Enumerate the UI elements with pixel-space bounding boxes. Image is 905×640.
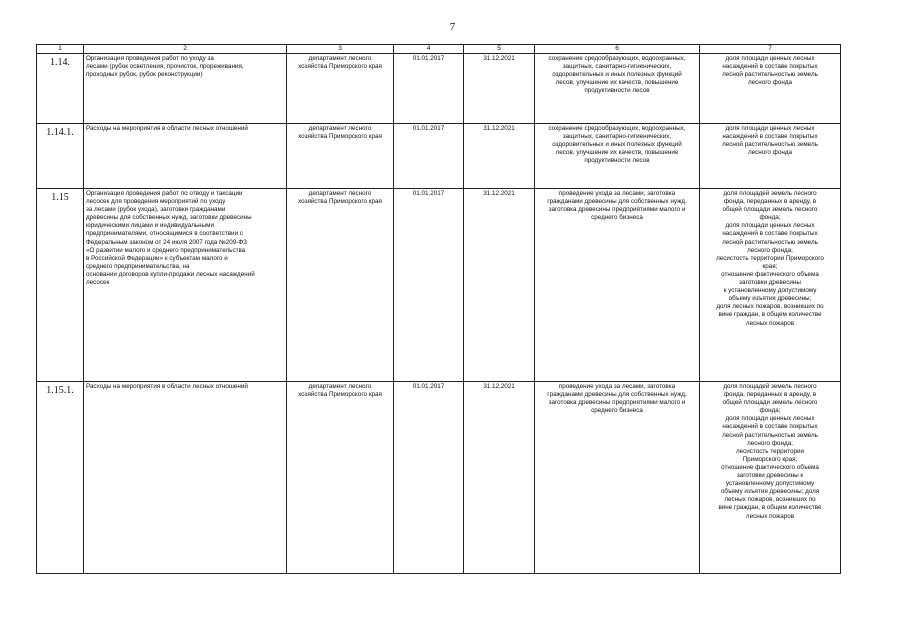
expected-result: проведение ухода за лесами, заготовка гражданами древесины для собственных нужд, заготовка древесины предприятиями малого и среднего бизнеса: [535, 382, 700, 574]
activity-name: Расходы на мероприятия в области лесных отношений: [84, 124, 287, 189]
table-row: [37, 382, 841, 574]
end-date: 31.12.2021: [464, 189, 535, 382]
row-number: 1.15.1.: [37, 382, 84, 574]
page-number: 7: [449, 21, 456, 33]
row-number: 1.14.1.: [37, 124, 84, 189]
column-header: 1: [37, 45, 84, 54]
activities-table: [36, 44, 841, 574]
end-date: 31.12.2021: [464, 382, 535, 574]
expected-result: сохранение средообразующих, водоохранных, защитных, санитарно-гигиенических, оздоровительных и иных полезных функций лесов, улучшение их качеств, повышение продуктивности лесов: [535, 124, 700, 189]
start-date: 01.01.2017: [394, 54, 464, 124]
activity-name: Расходы на мероприятия в области лесных отношений: [84, 382, 287, 574]
indicator: доля площадей земель лесного фонда, переданных в аренду, в общей площади земель лесного фонда; доля площади ценных лесных насаждений в составе покрытых лесной растительностью земель лесного фонда; лесистость территории Приморского края; отношение фактического объема заготовки древесины к установленному допустимому объему изъятия древесины; доля лесных пожаров, возникших по вине граждан, в общем количестве лесных пожаров: [700, 382, 841, 574]
table-row: [37, 54, 841, 124]
row-number: 1.14.: [37, 54, 84, 124]
expected-result: сохранение средообразующих, водоохранных, защитных, санитарно-гигиенических, оздоровительных и иных полезных функций лесов, улучшение их качеств, повышение продуктивности лесов: [535, 54, 700, 124]
indicator: доля площади ценных лесных насаждений в составе покрытых лесной растительностью земель лесного фонда: [700, 124, 841, 189]
column-header: 7: [700, 45, 841, 54]
table-row: [37, 189, 841, 382]
end-date: 31.12.2021: [464, 54, 535, 124]
column-number-row: [37, 45, 841, 54]
executor: департамент лесного хозяйства Приморского края: [287, 189, 394, 382]
activity-name: Организация проведения работ по отводу и таксации лесосек для проведения мероприятий по уходу за лесами (рубок ухода), заготовки гражданами древесины для собственных нужд, заготовки древесины юридическими лицами и индивидуальными предпринимателями, относящимися в соответствии с Федеральным законом от 24 июля 2007 года №209-ФЗ «О развитии малого и среднего предпринимательства в Российской Федерации» к субъектам малого и среднего предпринимательства, на основании договоров купли-продажи лесных насаждений лесосек: [84, 189, 287, 382]
column-header: 5: [464, 45, 535, 54]
end-date: 31.12.2021: [464, 124, 535, 189]
row-number: 1.15: [37, 189, 84, 382]
start-date: 01.01.2017: [394, 124, 464, 189]
start-date: 01.01.2017: [394, 382, 464, 574]
indicator: доля площади ценных лесных насаждений в составе покрытых лесной растительностью земель лесного фонда: [700, 54, 841, 124]
executor: департамент лесного хозяйства Приморского края: [287, 382, 394, 574]
expected-result: проведение ухода за лесами, заготовка гражданами древесины для собственных нужд, заготовка древесины предприятиями малого и среднего бизнеса: [535, 189, 700, 382]
column-header: 2: [84, 45, 287, 54]
start-date: 01.01.2017: [394, 189, 464, 382]
executor: департамент лесного хозяйства Приморского края: [287, 124, 394, 189]
column-header: 4: [394, 45, 464, 54]
table-row: [37, 124, 841, 189]
column-header: 6: [535, 45, 700, 54]
executor: департамент лесного хозяйства Приморского края: [287, 54, 394, 124]
indicator: доля площадей земель лесного фонда, переданных в аренду, в общей площади земель лесного фонда; доля площади ценных лесных насаждений в составе покрытых лесной растительностью земель лесного фонда; лесистость территории Приморского края; отношение фактического объема заготовки древесины к установленному допустимому объему изъятия древесины; доля лесных пожаров, возникших по вине граждан, в общем количестве лесных пожаров: [700, 189, 841, 382]
column-header: 3: [287, 45, 394, 54]
activity-name: Организация проведения работ по уходу за лесами (рубок осветления, прочисток, прореживания, проходных рубок, рубок реконструкции): [84, 54, 287, 124]
